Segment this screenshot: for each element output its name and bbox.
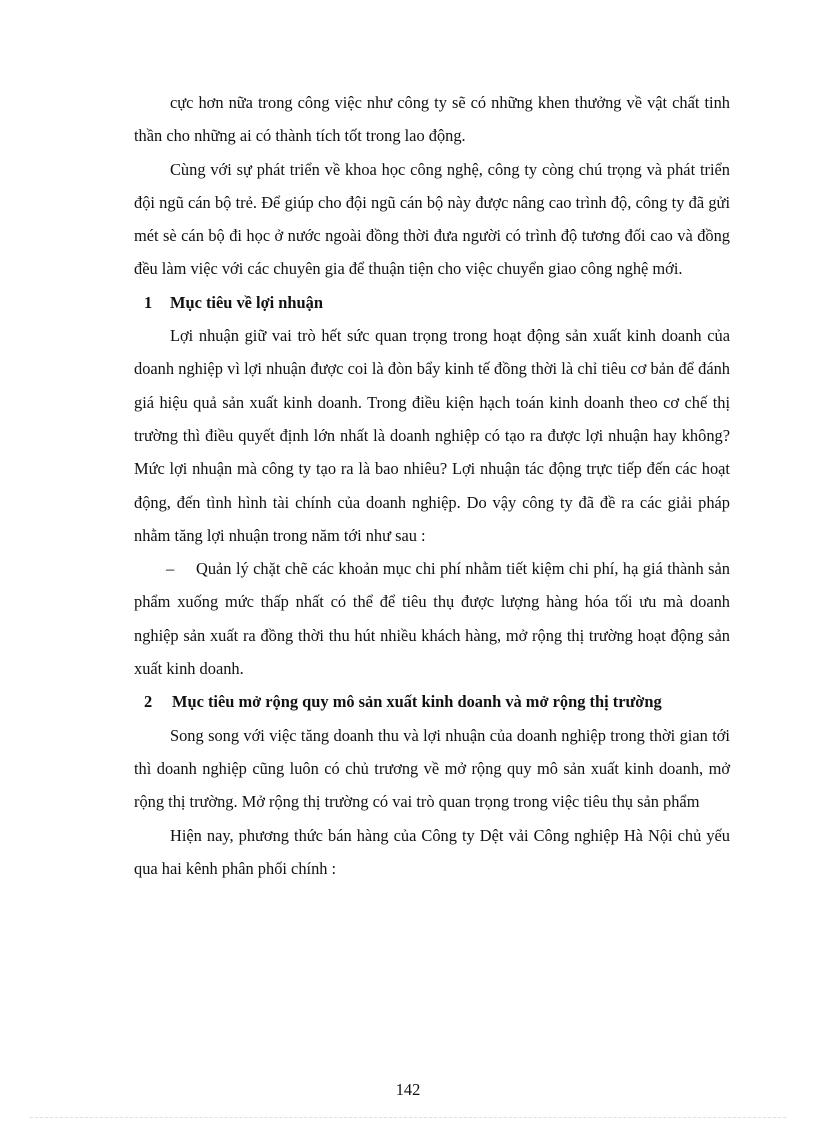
bullet-text: Quản lý chặt chẽ các khoản mục chi phí nhằm tiết kiệm chi phí, hạ giá thành sản phẩm xuống mức thấp nhất có thể để tiêu thụ được lượng hàng hóa tối ưu mà doanh nghiệp sản xuất ra đồng thời thu hút nhiều khách hàng, mở rộng thị trường hoạt động sản xuất kinh doanh. <box>134 559 730 679</box>
document-body <box>134 86 730 885</box>
heading-text: Mục tiêu về lợi nhuận <box>170 292 323 312</box>
section-heading-2 <box>134 685 730 718</box>
paragraph-sales-channels: Hiện nay, phương thức bán hàng của Công ty Dệt vải Công nghiệp Hà Nội chủ yếu qua hai kênh phân phối chính : <box>134 825 730 878</box>
paragraph-market-expansion: Song song với việc tăng doanh thu và lợi nhuận của doanh nghiệp trong thời gian tới thì doanh nghiệp cũng luôn có chủ trương về mở rộng quy mô sản xuất kinh doanh, mở rộng thị trường. Mở rộng thị trường có vai trò quan trọng trong việc tiêu thụ sản phẩm <box>134 725 730 812</box>
heading-number: 2 <box>144 692 153 712</box>
bullet-item <box>134 552 730 685</box>
paragraph-staff-development: Cùng với sự phát triển về khoa học công nghệ, công ty còng chú trọng và phát triển đội ngũ cán bộ trẻ. Để giúp cho đội ngũ cán bộ này được nâng cao trình độ, công ty đã gửi mét sè cán bộ đi học ở nước ngoài đồng thời đưa người có trình độ tương đối cao và đồng đều làm việc với các chuyên gia để thuận tiện cho việc chuyển giao công nghệ mới. <box>134 159 730 279</box>
heading-text: Mục tiêu mở rộng quy mô sản xuất kinh doanh và mở rộng thị trường <box>172 692 662 712</box>
section-heading-1 <box>134 286 730 319</box>
bullet-dash: – <box>166 559 175 579</box>
paragraph-continuation: cực hơn nữa trong công việc như công ty sẽ có những khen thưởng về vật chất tinh thần cho những ai có thành tích tốt trong lao động. <box>134 93 730 146</box>
heading-number: 1 <box>144 292 153 312</box>
footer-divider <box>30 1117 786 1118</box>
page-number: 142 <box>395 1080 421 1099</box>
paragraph-profit: Lợi nhuận giữ vai trò hết sức quan trọng trong hoạt động sản xuất kinh doanh của doanh nghiệp vì lợi nhuận được coi là đòn bẩy kinh tế đồng thời là chỉ tiêu cơ bản để đánh giá hiệu quả sản xuất kinh doanh. Trong điều kiện hạch toán kinh doanh theo cơ chế thị trường thì điều quyết định lớn nhất là doanh nghiệp có tạo ra được lợi nhuận hay không? Mức lợi nhuận mà công ty tạo ra là bao nhiêu? Lợi nhuận tác động trực tiếp đến các hoạt động, đến tình hình tài chính của doanh nghiệp. Do vậy công ty đã đề ra các giải pháp nhằm tăng lợi nhuận trong năm tới như sau : <box>134 326 730 545</box>
